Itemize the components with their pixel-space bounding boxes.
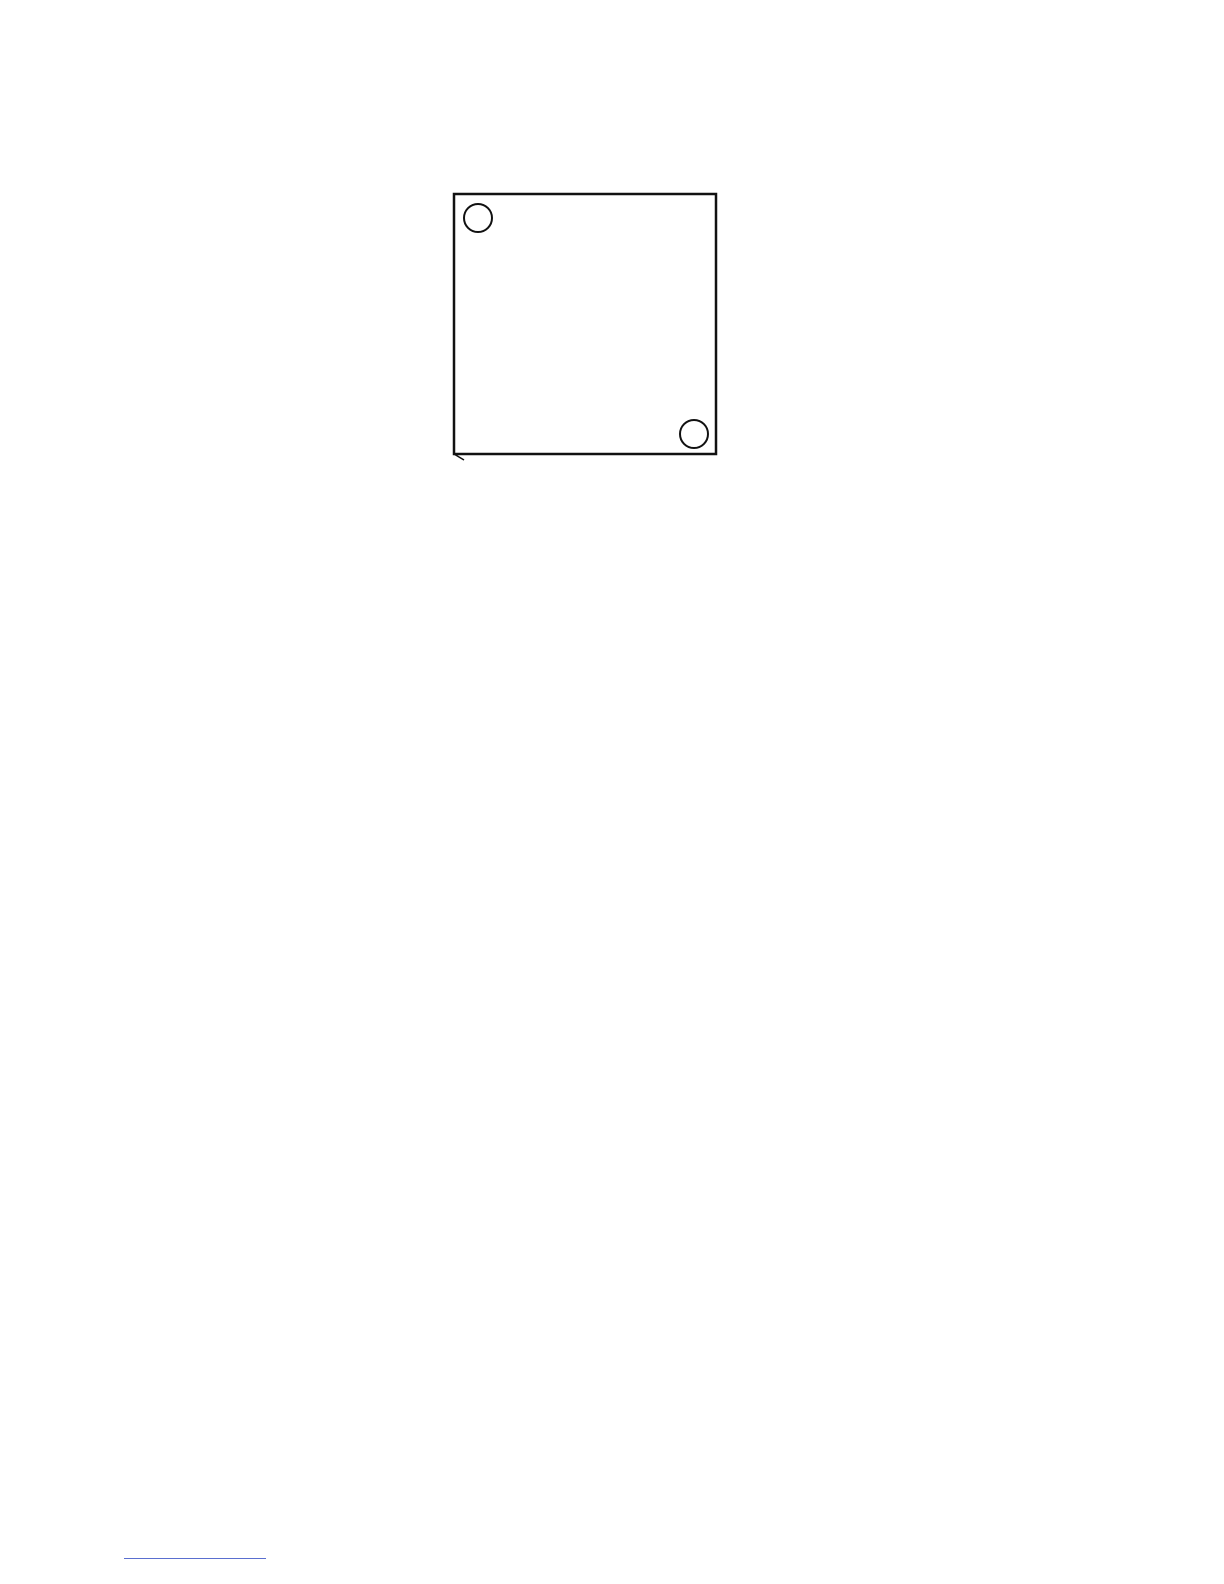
footnote-rule — [124, 1558, 266, 1559]
chip-diagram — [410, 148, 760, 500]
chip-body — [454, 194, 716, 454]
